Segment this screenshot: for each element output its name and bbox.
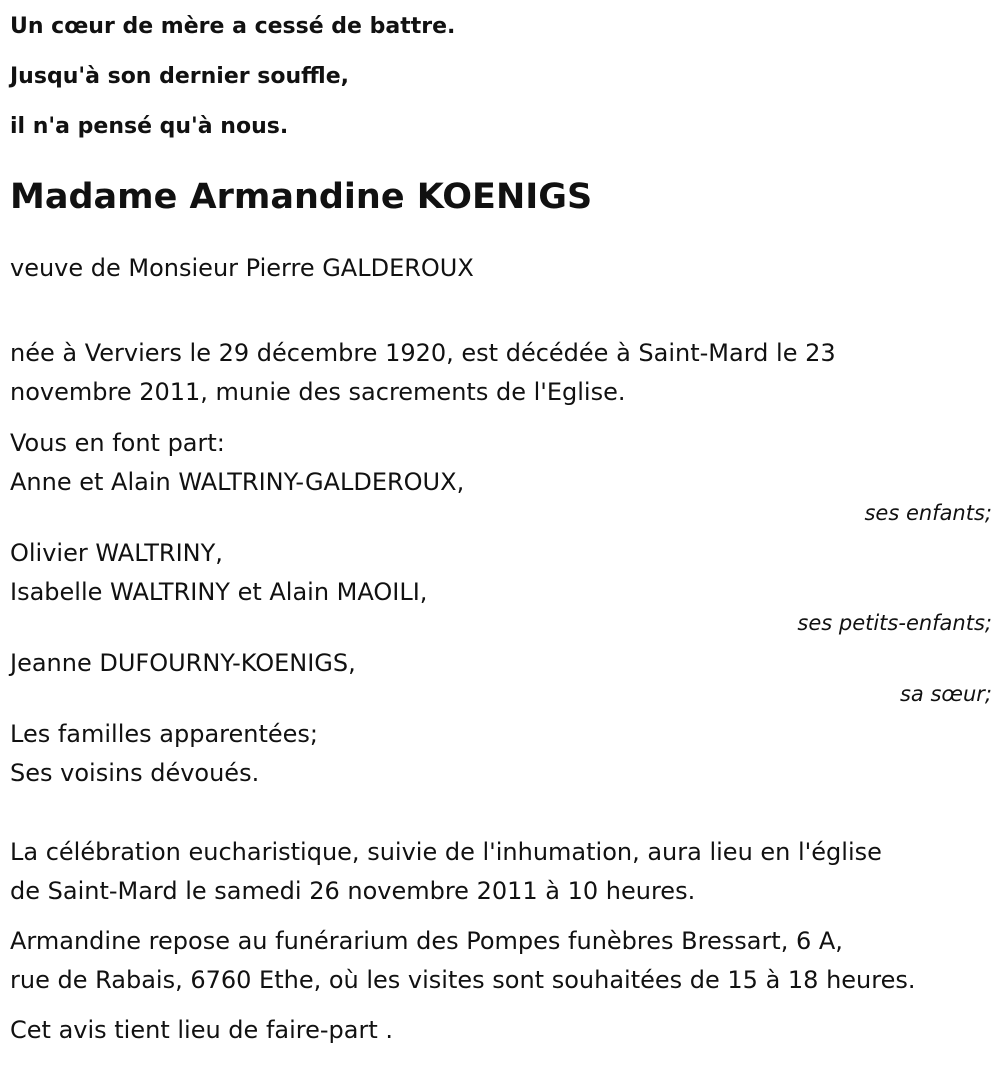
- others-line: Ses voisins dévoués.: [10, 759, 260, 787]
- relation-grandchildren: ses petits-enfants;: [797, 611, 992, 635]
- closing-line: Cet avis tient lieu de faire-part .: [10, 1016, 394, 1044]
- celebration-line: de Saint-Mard le samedi 26 novembre 2011 à 10 heures.: [10, 877, 696, 905]
- announcers-intro: Vous en font part:: [10, 429, 225, 457]
- grandchild-line: Olivier WALTRINY,: [10, 539, 223, 567]
- grandchild-line: Isabelle WALTRINY et Alain MAOILI,: [10, 578, 428, 606]
- funerarium-line: rue de Rabais, 6760 Ethe, où les visites sont souhaitées de 15 à 18 heures.: [10, 966, 916, 994]
- epigraph-line: Un cœur de mère a cessé de battre.: [10, 14, 456, 39]
- others-block: [10, 715, 992, 793]
- spouse-line: veuve de Monsieur Pierre GALDEROUX: [10, 254, 474, 282]
- funerarium-paragraph: [10, 922, 992, 1000]
- grandchildren-block: [10, 534, 992, 612]
- announcers-block: [10, 424, 992, 502]
- relation-sister: sa sœur;: [899, 682, 992, 706]
- epigraph-line: Jusqu'à son dernier souffle,: [10, 64, 349, 89]
- birth-death-line: née à Verviers le 29 décembre 1920, est décédée à Saint-Mard le 23: [10, 339, 836, 367]
- children-line: Anne et Alain WALTRINY-GALDEROUX,: [10, 468, 465, 496]
- celebration-paragraph: [10, 833, 992, 911]
- sister-block: [10, 644, 992, 683]
- obituary-notice: [10, 0, 992, 1050]
- others-line: Les familles apparentées;: [10, 720, 319, 748]
- sister-line: Jeanne DUFOURNY-KOENIGS,: [10, 649, 356, 677]
- birth-death-paragraph: [10, 334, 992, 412]
- celebration-line: La célébration eucharistique, suivie de l'inhumation, aura lieu en l'église: [10, 838, 882, 866]
- birth-death-line: novembre 2011, munie des sacrements de l'Eglise.: [10, 378, 626, 406]
- deceased-name: Madame Armandine KOENIGS: [10, 177, 593, 217]
- epigraph-line: il n'a pensé qu'à nous.: [10, 114, 289, 139]
- funerarium-line: Armandine repose au funérarium des Pompes funèbres Bressart, 6 A,: [10, 927, 843, 955]
- epigraph: [10, 2, 992, 152]
- relation-children: ses enfants;: [864, 501, 992, 525]
